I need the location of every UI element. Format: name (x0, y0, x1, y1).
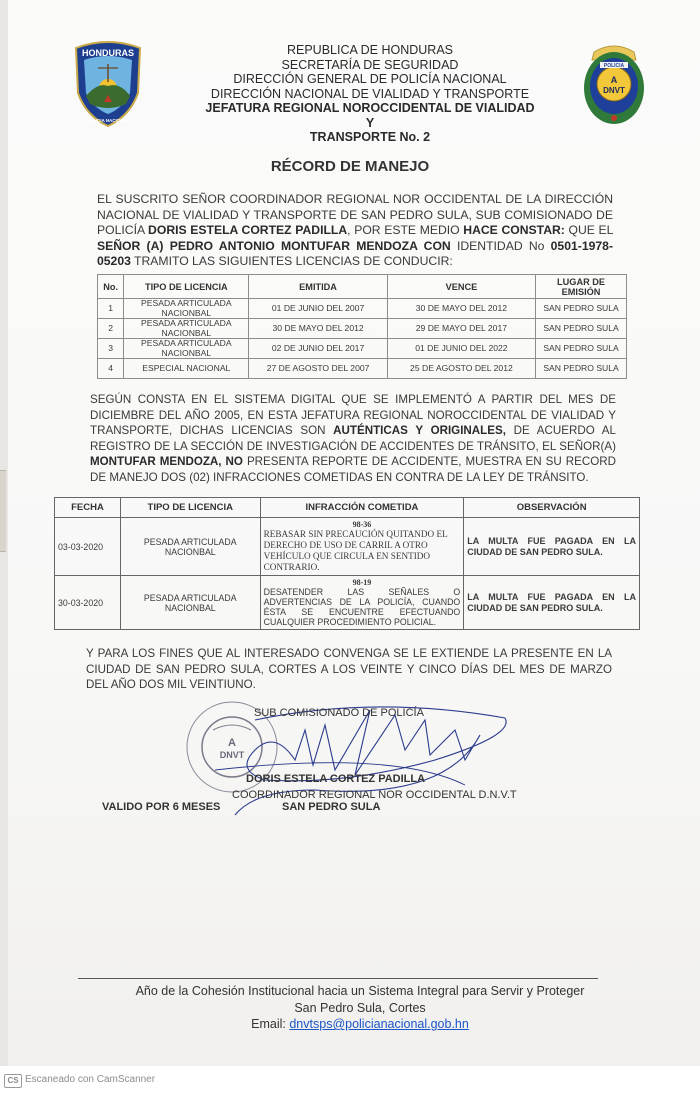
honduras-police-shield-logo (68, 38, 148, 128)
logo-left-bottom-text: POLICIA NACIONAL (86, 118, 130, 123)
signer-position: COORDINADOR REGIONAL NOR OCCIDENTAL D.N.V.T (232, 789, 517, 801)
cell-emitida: 30 DE MAYO DEL 2012 (249, 319, 387, 339)
col-header: OBSERVACIÓN (464, 498, 640, 518)
table-row (98, 359, 627, 379)
cell-emitida: 27 DE AGOSTO DEL 2007 (249, 359, 387, 379)
cell-tipo: ESPECIAL NACIONAL (124, 359, 249, 379)
table-header-row (98, 275, 627, 299)
closing-paragraph: Y PARA LOS FINES QUE AL INTERESADO CONVENGA SE LE EXTIENDE LA PRESENTE EN LA CIUDAD DE SAN PEDRO SULA, CORTES A LOS VEINTE Y CINCO DÍAS DEL MES DE MARZO DEL AÑO DOS MIL VEINTIUNO. (86, 647, 612, 691)
cell-no: 2 (98, 319, 124, 339)
header-bold-line: JEFATURA REGIONAL NOROCCIDENTAL DE VIALIDAD Y (205, 101, 535, 130)
footer-email-line (60, 1016, 660, 1033)
signer-city: SAN PEDRO SULA (282, 801, 381, 813)
svg-text:A: A (610, 75, 618, 85)
officer-name: DORIS ESTELA CORTEZ PADILLA (148, 223, 348, 237)
logo-right-center-text: DNVT (603, 86, 625, 95)
header-line: REPUBLICA DE HONDURAS (286, 43, 453, 57)
logo-left-top-text: HONDURAS (81, 48, 135, 58)
cell-no: 3 (98, 339, 124, 359)
col-header: LUGAR DE EMISIÓN (536, 275, 627, 299)
cell-no: 4 (98, 359, 124, 379)
binder-tab (0, 470, 6, 552)
cell-tipo: PESADA ARTICULADA NACIONBAL (124, 339, 249, 359)
document-header (200, 43, 540, 145)
cell-vence: 01 DE JUNIO DEL 2022 (387, 339, 535, 359)
infraction-code: 98-19 (352, 578, 372, 587)
header-bold-line: TRANSPORTE No. 2 (309, 130, 431, 144)
stamp-center-text: DNVT (219, 750, 245, 760)
cell-tipo: PESADA ARTICULADA NACIONBAL (120, 518, 260, 576)
infractions-table (54, 497, 640, 630)
cell-tipo: PESADA ARTICULADA NACIONBAL (124, 319, 249, 339)
col-header: No. (98, 275, 124, 299)
document-title: RÉCORD DE MANEJO (270, 158, 430, 175)
cell-tipo: PESADA ARTICULADA NACIONBAL (120, 576, 260, 630)
infraction-code: 98-36 (352, 520, 372, 529)
cell-vence: 25 DE AGOSTO DEL 2012 (387, 359, 535, 379)
table-row (55, 518, 640, 576)
cell-vence: 30 DE MAYO DEL 2012 (387, 299, 535, 319)
footer-motto: Año de la Cohesión Institucional hacia un Sistema Integral para Servir y Proteger (135, 984, 585, 998)
footer-location: San Pedro Sula, Cortes (294, 1000, 426, 1015)
footer-divider (78, 978, 598, 979)
logo-right-top-text: POLICIA (603, 63, 625, 69)
validity-note: VALIDO POR 6 MESES (102, 801, 221, 813)
table-header-row (55, 498, 640, 518)
subject-name: SEÑOR (A) PEDRO ANTONIO MONTUFAR MENDOZA CON (97, 238, 451, 253)
cell-lugar: SAN PEDRO SULA (536, 339, 627, 359)
table-row (98, 299, 627, 319)
cell-lugar: SAN PEDRO SULA (536, 359, 627, 379)
cell-tipo: PESADA ARTICULADA NACIONBAL (124, 299, 249, 319)
col-header: TIPO DE LICENCIA (120, 498, 260, 518)
email-label: Email: (251, 1017, 290, 1031)
cell-observacion: LA MULTA FUE PAGADA EN LA CIUDAD DE SAN PEDRO SULA. (464, 576, 640, 630)
cell-lugar: SAN PEDRO SULA (536, 299, 627, 319)
col-header: VENCE (387, 275, 535, 299)
cell-infraccion (260, 518, 464, 576)
table-row (98, 319, 627, 339)
record-paragraph: SEGÚN CONSTA EN EL SISTEMA DIGITAL QUE SE IMPLEMENTÓ A PARTIR DEL MES DE DICIEMBRE DEL AÑO 2005, EN ESTA JEFATURA REGIONAL NOROCCIDENTAL DE VIALIDAD Y TRANSPORTE, DICHAS LICENCIAS SON AUTÉNTICAS Y ORIGINALES, DE ACUERDO AL REGISTRO DE LA SECCIÓN DE INVESTIGACIÓN DE ACCIDENTES DE TRÁNSITO, EL SEÑOR(A) MONTUFAR MENDOZA, NO PRESENTA REPORTE DE ACCIDENTE, MUESTRA EN SU RECORD DE MANEJO DOS (02) INFRACCIONES COMETIDAS EN CONTRA DE LA LEY DE TRÁNSITO. (90, 393, 616, 484)
col-header: EMITIDA (249, 275, 387, 299)
col-header: INFRACCIÓN COMETIDA (260, 498, 464, 518)
email-link[interactable]: dnvtsps@policianacional.gob.hn (289, 1017, 469, 1031)
cell-lugar: SAN PEDRO SULA (536, 319, 627, 339)
header-line: DIRECCIÓN NACIONAL DE VIALIDAD Y TRANSPORTE (210, 86, 530, 101)
camscanner-icon: CS (4, 1074, 22, 1088)
col-header: TIPO DE LICENCIA (124, 275, 249, 299)
svg-text:A: A (228, 737, 236, 749)
dnvt-badge-logo (580, 40, 648, 128)
signer-name: DORIS ESTELA CORTEZ PADILLA (246, 773, 426, 785)
infraction-description: REBASAR SIN PRECAUCIÓN QUITANDO EL DERECHO DE USO DE CARRIL A OTRO VEHÍCULO QUE CIRCULA EN SENTIDO CONTRARIO. (263, 529, 448, 572)
table-row (98, 339, 627, 359)
id-number: 0501-1978-05203 (97, 238, 613, 268)
cell-infraccion (260, 576, 464, 630)
infraction-description: DESATENDER LAS SEÑALES O ADVERTENCIAS DE LA POLICÍA, CUANDO ÉSTA SE ENCUENTRE EFECTUANDO CUALQUIER PROCEDIMIENTO POLICIAL. (263, 587, 461, 627)
cell-no: 1 (98, 299, 124, 319)
table-row (55, 576, 640, 630)
camscanner-watermark: Escaneado con CamScanner (25, 1074, 156, 1085)
header-line: DIRECCIÓN GENERAL DE POLICÍA NACIONAL (233, 72, 507, 86)
cell-fecha: 03-03-2020 (55, 518, 121, 576)
header-line: SECRETARÍA DE SEGURIDAD (281, 57, 459, 72)
col-header: FECHA (55, 498, 121, 518)
cell-vence: 29 DE MAYO DEL 2017 (387, 319, 535, 339)
cell-fecha: 30-03-2020 (55, 576, 121, 630)
cell-emitida: 02 DE JUNIO DEL 2017 (249, 339, 387, 359)
signer-rank: SUB COMISIONADO DE POLICÍA (254, 707, 424, 719)
cell-emitida: 01 DE JUNIO DEL 2007 (249, 299, 387, 319)
licenses-table (97, 274, 627, 379)
intro-paragraph: EL SUSCRITO SEÑOR COORDINADOR REGIONAL NOR OCCIDENTAL DE LA DIRECCIÓN NACIONAL DE VIALIDAD Y TRANSPORTE DE SAN PEDRO SULA, SUB COMISIONADO DE POLICÍA DORIS ESTELA CORTEZ PADILLA, POR ESTE MEDIO HACE CONSTAR: QUE EL SEÑOR (A) PEDRO ANTONIO MONTUFAR MENDOZA CON IDENTIDAD No 0501-1978-05203 TRAMITO LAS SIGUIENTES LICENCIAS DE CONDUCIR: (97, 192, 613, 268)
cell-observacion: LA MULTA FUE PAGADA EN LA CIUDAD DE SAN PEDRO SULA. (464, 518, 640, 576)
document-footer (60, 983, 660, 1033)
